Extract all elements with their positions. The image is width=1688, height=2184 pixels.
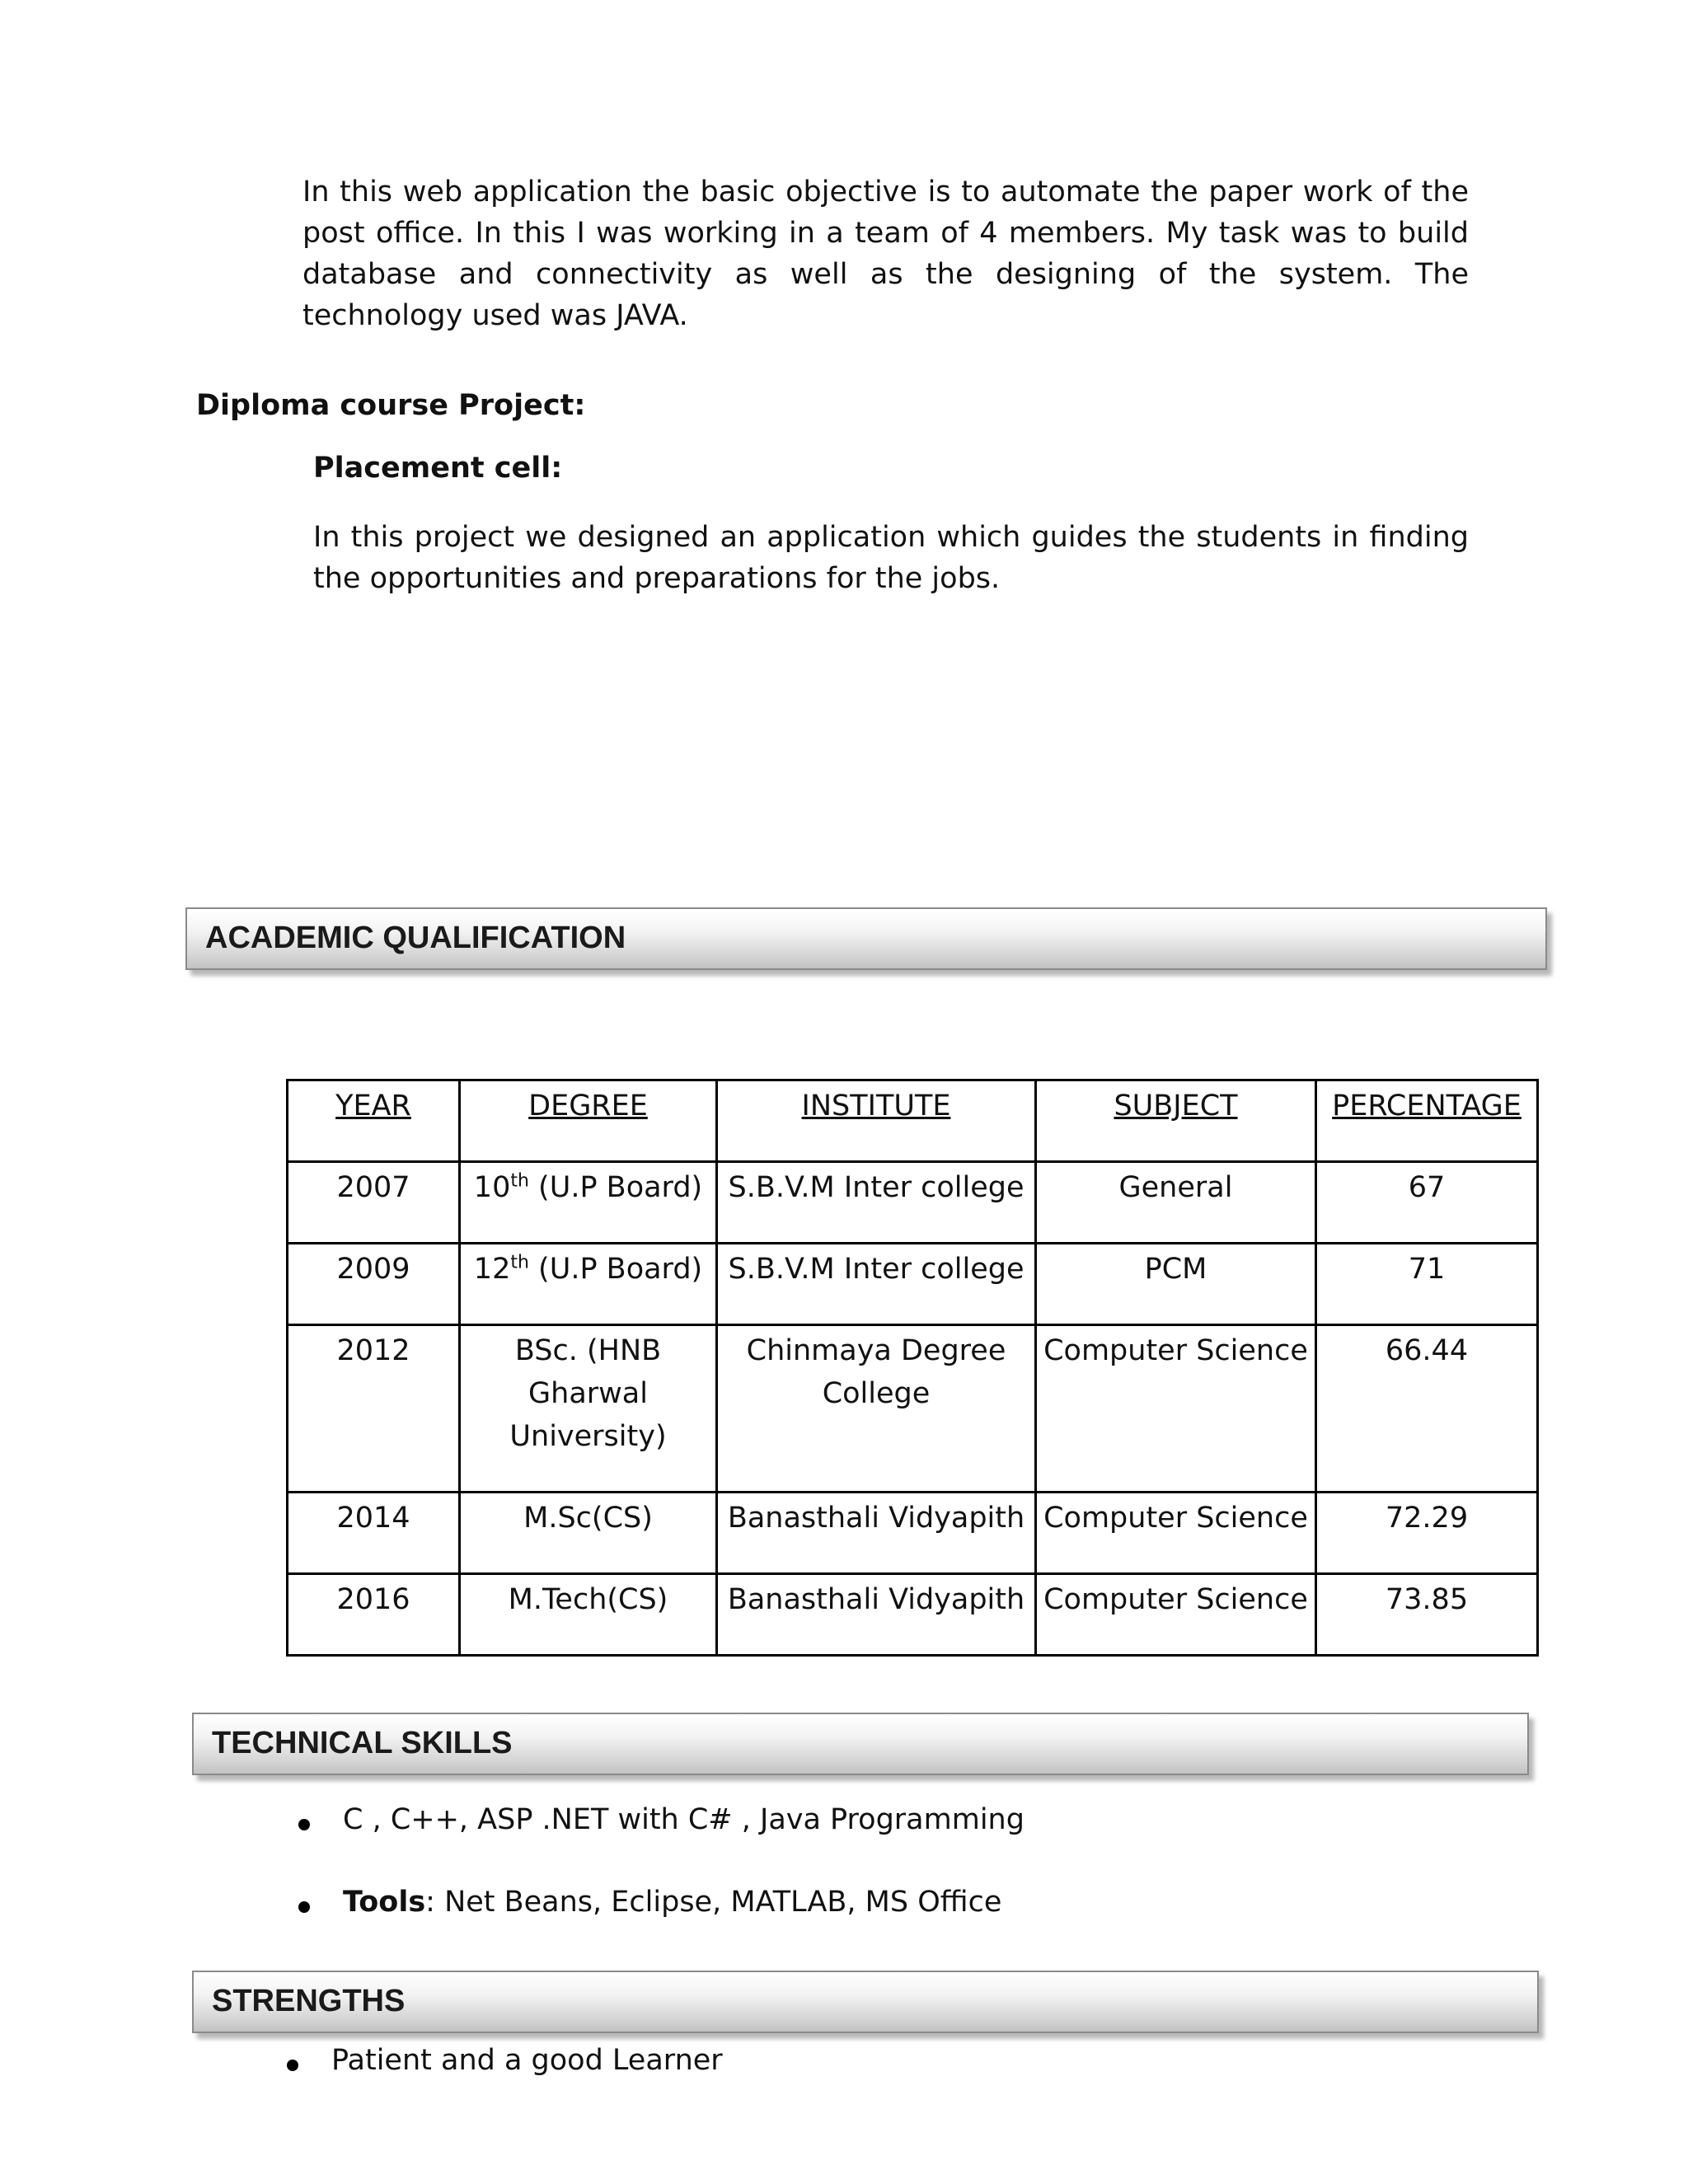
cell-year: 2009 bbox=[288, 1244, 460, 1325]
bullet-icon bbox=[287, 2060, 298, 2071]
cell-degree: BSc. (HNB Gharwal University) bbox=[460, 1325, 717, 1493]
table-header-row bbox=[288, 1080, 1538, 1162]
cell-year: 2007 bbox=[288, 1162, 460, 1244]
cell-percentage: 66.44 bbox=[1316, 1325, 1538, 1493]
header-percentage: PERCENTAGE bbox=[1316, 1080, 1538, 1162]
academic-table bbox=[286, 1079, 1539, 1657]
list-item: Patient and a good Learner bbox=[331, 2044, 723, 2077]
cell-subject: Computer Science bbox=[1036, 1574, 1316, 1656]
cell-degree: M.Sc(CS) bbox=[460, 1493, 717, 1574]
technical-skills-list bbox=[343, 1803, 1025, 1919]
cell-institute: Banasthali Vidyapith bbox=[717, 1574, 1036, 1656]
cell-year: 2014 bbox=[288, 1493, 460, 1574]
cell-subject: Computer Science bbox=[1036, 1325, 1316, 1493]
academic-section-header bbox=[185, 907, 1547, 970]
table-row bbox=[288, 1493, 1538, 1574]
cell-year: 2012 bbox=[288, 1325, 460, 1493]
table-row bbox=[288, 1325, 1538, 1493]
cell-percentage: 72.29 bbox=[1316, 1493, 1538, 1574]
cell-subject: PCM bbox=[1036, 1244, 1316, 1325]
project-description: In this project we designed an application which guides the students in finding the opportunities and preparations for the jobs. bbox=[313, 521, 1469, 595]
cell-degree: 12th (U.P Board) bbox=[460, 1244, 717, 1325]
academic-section-title: ACADEMIC QUALIFICATION bbox=[205, 921, 626, 955]
table-row bbox=[288, 1162, 1538, 1244]
project-title: Placement cell: bbox=[313, 452, 563, 485]
cell-institute: Chinmaya Degree College bbox=[717, 1325, 1036, 1493]
strengths-list bbox=[331, 2044, 723, 2077]
header-degree: DEGREE bbox=[460, 1080, 717, 1162]
cell-degree: M.Tech(CS) bbox=[460, 1574, 717, 1656]
table-row bbox=[288, 1244, 1538, 1325]
list-item: C , C++, ASP .NET with C# , Java Programming bbox=[343, 1803, 1025, 1886]
cell-subject: General bbox=[1036, 1162, 1316, 1244]
header-institute: INSTITUTE bbox=[717, 1080, 1036, 1162]
cell-percentage: 73.85 bbox=[1316, 1574, 1538, 1656]
cell-percentage: 71 bbox=[1316, 1244, 1538, 1325]
header-subject: SUBJECT bbox=[1036, 1080, 1316, 1162]
cell-degree: 10th (U.P Board) bbox=[460, 1162, 717, 1244]
cell-institute: S.B.V.M Inter college bbox=[717, 1244, 1036, 1325]
header-year: YEAR bbox=[288, 1080, 460, 1162]
cell-year: 2016 bbox=[288, 1574, 460, 1656]
cell-percentage: 67 bbox=[1316, 1162, 1538, 1244]
diploma-heading: Diploma course Project: bbox=[196, 389, 586, 422]
cell-institute: Banasthali Vidyapith bbox=[717, 1493, 1036, 1574]
list-item: Tools: Net Beans, Eclipse, MATLAB, MS Office bbox=[343, 1886, 1025, 1919]
strengths-section-title: STRENGTHS bbox=[212, 1984, 406, 2018]
table-row bbox=[288, 1574, 1538, 1656]
bullet-icon bbox=[298, 1901, 310, 1913]
cell-subject: Computer Science bbox=[1036, 1493, 1316, 1574]
bullet-icon bbox=[298, 1819, 310, 1830]
cell-institute: S.B.V.M Inter college bbox=[717, 1162, 1036, 1244]
strengths-section-header bbox=[192, 1971, 1539, 2033]
intro-paragraph: In this web application the basic objective is to automate the paper work of the post office. In this I was working in a team of 4 members. My task was to build database and connectivity as well as the designing of the system. The technology used was JAVA. bbox=[302, 176, 1469, 332]
technical-section-header bbox=[192, 1713, 1529, 1775]
technical-section-title: TECHNICAL SKILLS bbox=[212, 1726, 513, 1760]
